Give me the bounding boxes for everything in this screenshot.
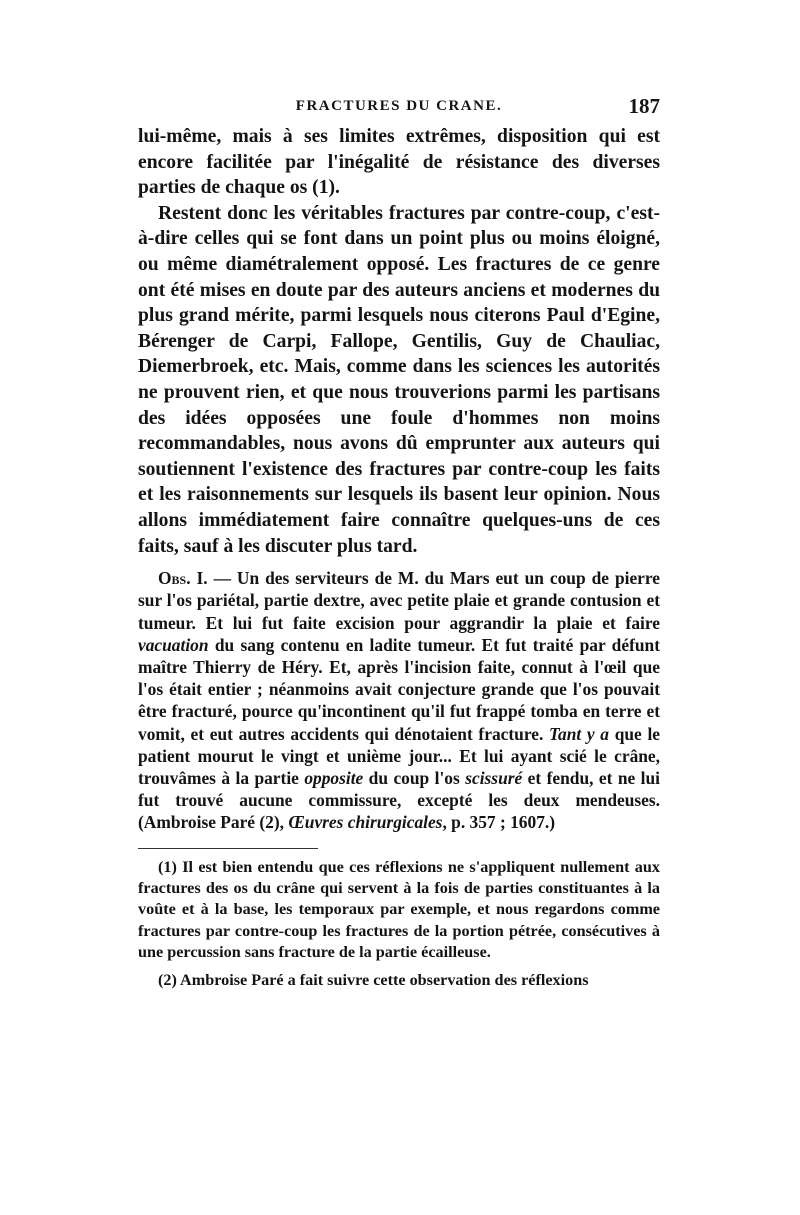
observation-italic-4: scissuré — [465, 767, 523, 788]
page-number: 187 — [628, 94, 660, 118]
observation-label: Obs. I. — [158, 568, 208, 589]
observation-text-3: que le patient mourut le vingt et unième jour... Et lui ayant scié le crâne, trouvâmes à la partie — [138, 723, 661, 788]
observation-text-6: , p. 357 ; 1607.) — [442, 812, 556, 833]
observation-italic-5: Œuvres chirurgicales — [288, 812, 443, 833]
page-header — [138, 96, 660, 122]
observation-italic-2: Tant y a — [548, 723, 610, 744]
footnote-rule — [138, 848, 318, 849]
running-title: FRACTURES DU CRANE. — [295, 98, 503, 114]
observation-text-2: du sang contenu en ladite tumeur. Et fut traité par défunt maître Thierry de Héry. Et, après l'incision faite, connut à l'œil que l'os était entier ; néanmoins avait conjecture grande que l'os pouvait être fracturé, pource qu'incontinent qu'il fut frappé tomba en terre et vomit, et eut autres accidents qui dénotaient fracture. — [138, 634, 660, 744]
observation-italic-3: opposite — [304, 767, 364, 788]
footnote-1: (1) Il est bien entendu que ces réflexions ne s'appliquent nullement aux fractures des os du crâne qui servent à la fois de parties constituantes à la voûte et à la base, les temporaux par exemple, et nous regardons comme fractures par contre-coup les fractures de la portion pétrée, consécutives à une percussion sans fracture de la partie écailleuse. — [138, 857, 660, 962]
observation-text-1: — Un des serviteurs de M. du Mars eut un coup de pierre sur l'os pariétal, partie dextre, avec petite plaie et grande contusion et tumeur. Et lui fut faite excision pour aggrandir la plaie et faire — [138, 568, 661, 633]
paragraph-continued: lui-même, mais à ses limites extrêmes, disposition qui est encore facilitée par l'inégalité de résistance des diverses parties de chaque os (1). — [138, 126, 660, 199]
observation-italic-1: vacuation — [138, 634, 209, 655]
observation-text-4: du coup l'os — [363, 767, 466, 788]
footnote-2: (2) Ambroise Paré a fait suivre cette observation des réflexions — [158, 970, 589, 989]
paragraph-contre-coup: Restent donc les véritables fractures par contre-coup, c'est-à-dire celles qui se font dans un point plus ou moins éloigné, ou même diamétralement opposé. Les fractures de ce genre ont été mises en doute par des auteurs anciens et modernes du plus grand mérite, parmi lesquels nous citerons Paul d'Egine, Bérenger de Carpi, Fallope, Gentilis, Guy de Chauliac, Diemerbroek, etc. Mais, comme dans les sciences les autorités ne prouvent rien, et que nous trouverions parmi les partisans des idées opposées une foule d'hommes non moins recommandables, nous avons dû emprunter aux auteurs qui soutiennent l'existence des fractures par contre-coup les faits et les raisonnements sur lesquels ils basent leur opinion. Nous allons immédiatement faire connaître quelques-uns de ces faits, sauf à les discuter plus tard. — [138, 202, 660, 557]
observation-text-5: et fendu, et ne lui fut trouvé aucune commissure, excepté les deux mendeuses. (Ambroise Paré (2), — [138, 767, 661, 833]
observation-1 — [138, 567, 660, 833]
book-page — [138, 96, 660, 991]
